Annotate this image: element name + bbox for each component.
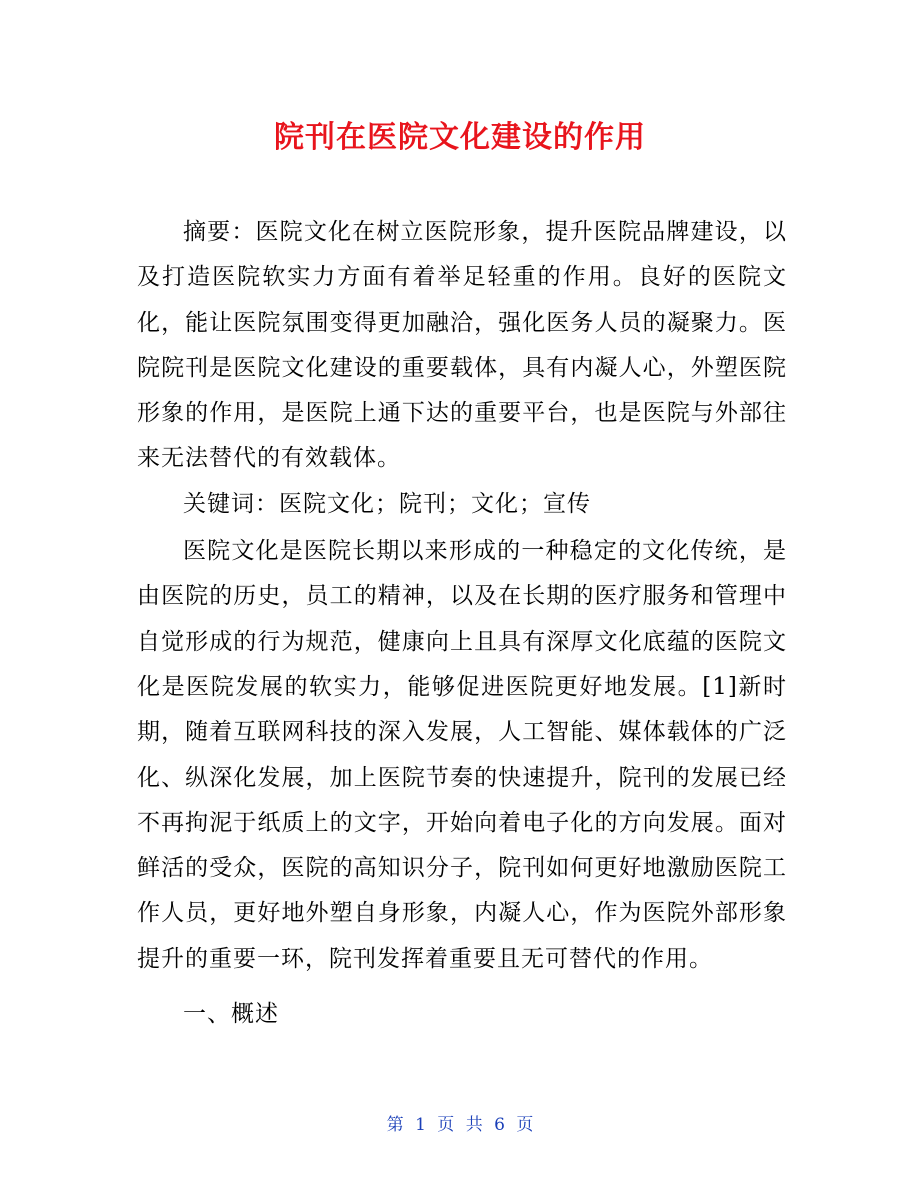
abstract-paragraph: 摘要：医院文化在树立医院形象，提升医院品牌建设，以及打造医院软实力方面有着举足轻重的作用。良好的医院文化，能让医院氛围变得更加融洽，强化医务人员的凝聚力。医院院刊是医院文化建设的重要载体，具有内凝人心，外塑医院形象的作用，是医院上通下达的重要平台，也是医院与外部往来无法替代的有效载体。 <box>137 219 787 472</box>
intro-paragraph: 医院文化是医院长期以来形成的一种稳定的文化传统，是由医院的历史，员工的精神，以及在长期的医疗服务和管理中自觉形成的行为规范，健康向上且具有深厚文化底蕴的医院文化是医院发展的软实力，能够促进医院更好地发展。[1]新时期，随着互联网科技的深入发展，人工智能、媒体载体的广泛化、纵深化发展，加上医院节奏的快速提升，院刊的发展已经不再拘泥于纸质上的文字，开始向着电子化的方向发展。面对鲜活的受众，医院的高知识分子，院刊如何更好地激励医院工作人员，更好地外塑自身形象，内凝人心，作为医院外部形象提升的重要一环，院刊发挥着重要且无可替代的作用。 <box>137 538 787 972</box>
section-heading: 一、概述 <box>183 1001 279 1028</box>
document-body <box>137 210 787 1037</box>
page-title: 院刊在医院文化建设的作用 <box>274 120 646 155</box>
page-footer: 第 1 页 共 6 页 <box>386 1115 534 1135</box>
keywords-paragraph: 关键词：医院文化；院刊；文化；宣传 <box>183 490 591 517</box>
